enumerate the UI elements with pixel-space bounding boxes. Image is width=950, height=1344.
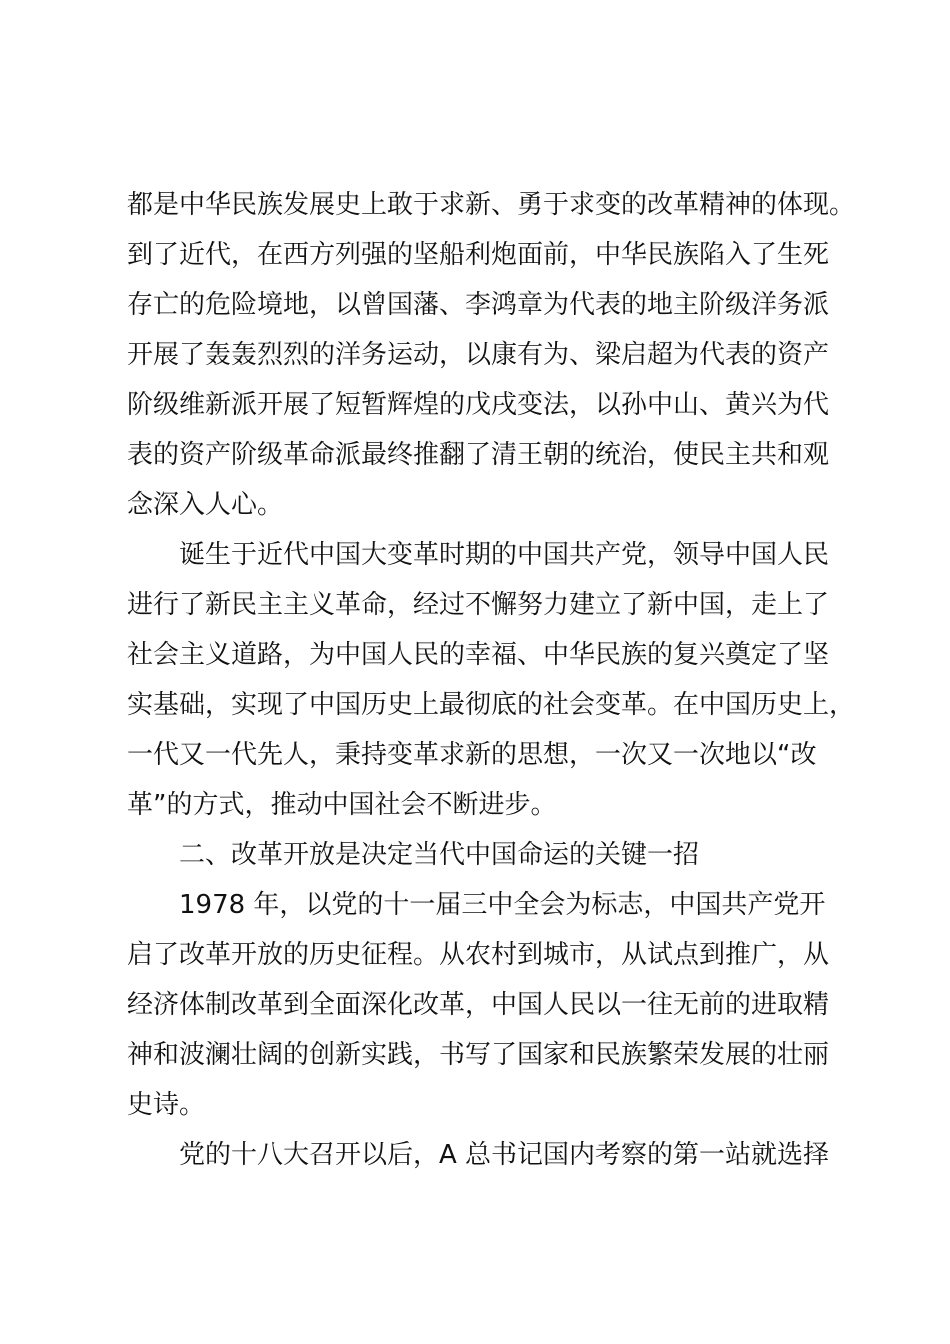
text-line: 神和波澜壮阔的创新实践，书写了国家和民族繁荣发展的壮丽 [127,1040,830,1070]
text-line: 实基础，实现了中国历史上最彻底的社会变革。在中国历史上， [127,690,856,720]
text-line: 启了改革开放的历史征程。从农村到城市，从试点到推广，从 [127,940,830,970]
text-line: 念深入人心。 [127,490,284,520]
paragraph-first-line: 党的十八大召开以后，A 总书记国内考察的第一站就选择 [179,1140,830,1170]
text-line: 史诗。 [127,1090,206,1120]
text-line: 进行了新民主主义革命，经过不懈努力建立了新中国，走上了 [127,590,830,620]
text-line: 到了近代，在西方列强的坚船利炮面前，中华民族陷入了生死 [127,240,830,270]
text-line: 一代又一代先人，秉持变革求新的思想，一次又一次地以“改 [127,740,817,770]
section-heading: 二、改革开放是决定当代中国命运的关键一招 [179,840,700,870]
text-line: 社会主义道路，为中国人民的幸福、中华民族的复兴奠定了坚 [127,640,830,670]
text-line: 存亡的危险境地，以曾国藩、李鸿章为代表的地主阶级洋务派 [127,290,830,320]
text-line: 经济体制改革到全面深化改革，中国人民以一往无前的进取精 [127,990,830,1020]
paragraph-first-line: 1978 年，以党的十一届三中全会为标志，中国共产党开 [179,890,826,920]
text-line: 革”的方式，推动中国社会不断进步。 [127,790,557,820]
text-line: 表的资产阶级革命派最终推翻了清王朝的统治，使民主共和观 [127,440,830,470]
text-line: 阶级维新派开展了短暂辉煌的戊戌变法，以孙中山、黄兴为代 [127,390,830,420]
paragraph-first-line: 诞生于近代中国大变革时期的中国共产党，领导中国人民 [179,540,830,570]
text-line: 都是中华民族发展史上敢于求新、勇于求变的改革精神的体现。 [127,190,856,220]
text-line: 开展了轰轰烈烈的洋务运动，以康有为、梁启超为代表的资产 [127,340,830,370]
